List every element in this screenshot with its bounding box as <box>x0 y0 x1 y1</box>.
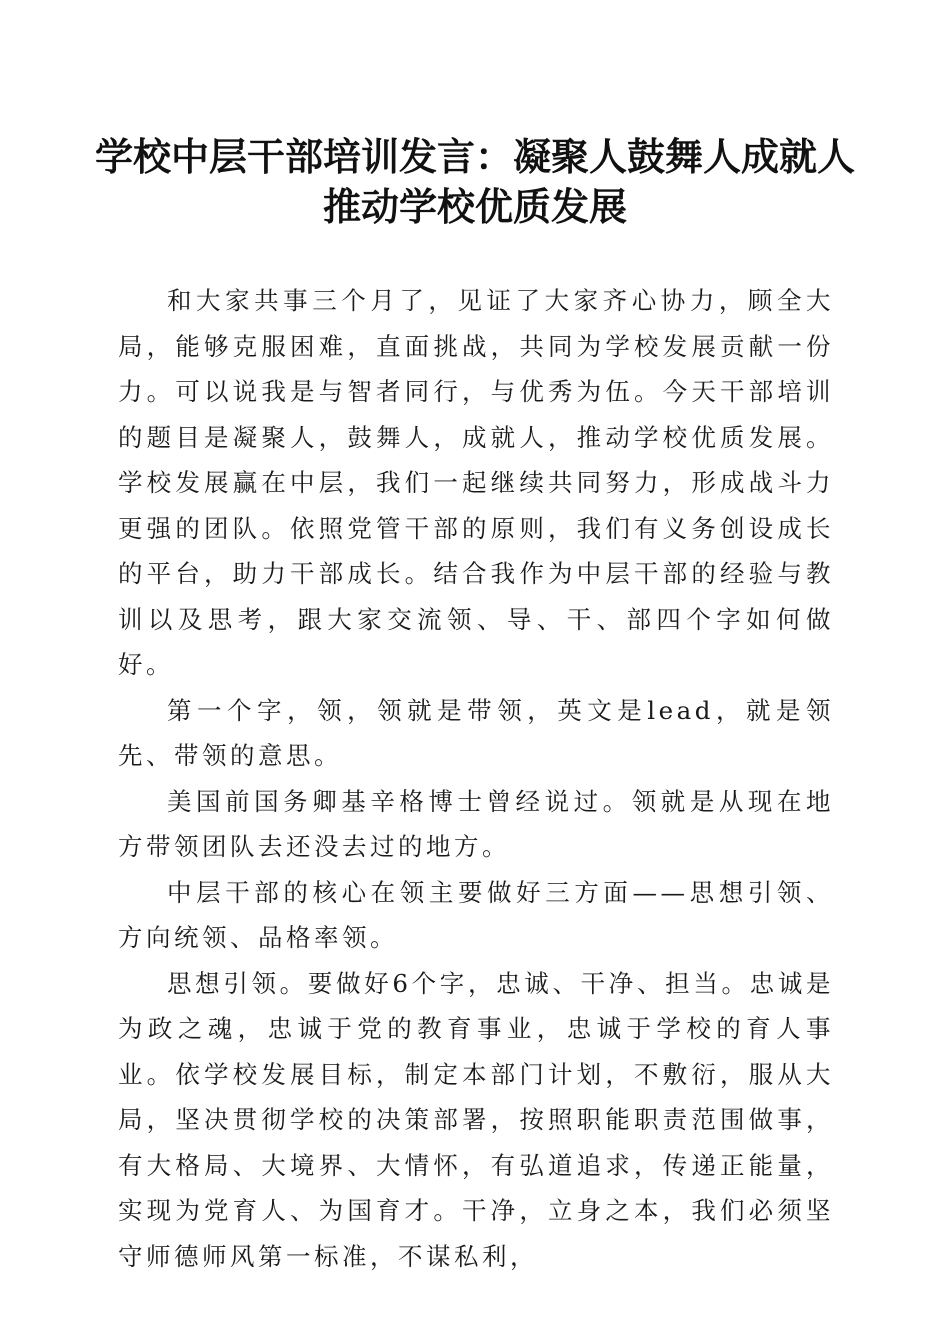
paragraph-intro: 和大家共事三个月了，见证了大家齐心协力，顾全大局，能够克服困难，直面挑战，共同为学校发展贡献一份力。可以说我是与智者同行，与优秀为伍。今天干部培训的题目是凝聚人，鼓舞人，成就人，推动学校优质发展。学校发展赢在中层，我们一起继续共同努力，形成战斗力更强的团队。依照党管干部的原则，我们有义务创设成长的平台，助力干部成长。结合我作为中层干部的经验与教训以及思考，跟大家交流领、导、干、部四个字如何做好。 <box>118 286 834 679</box>
paragraph-kissinger-quote: 美国前国务卿基辛格博士曾经说过。领就是从现在地方带领团队去还没去过的地方。 <box>118 786 834 861</box>
paragraph-three-aspects: 中层干部的核心在领主要做好三方面——思想引领、方向统领、品格率领。 <box>118 877 834 952</box>
title-line-1: 学校中层干部培训发言：凝聚人鼓舞人成就人 <box>94 134 855 179</box>
paragraph-first-character: 第一个字，领，领就是带领，英文是lead，就是领先、带领的意思。 <box>118 695 834 770</box>
document-title <box>0 132 950 232</box>
paragraph-ideological-leadership: 思想引领。要做好6个字，忠诚、干净、担当。忠诚是为政之魂，忠诚于党的教育事业，忠诚于学校的育人事业。依学校发展目标，制定本部门计划，不敷衍，服从大局，坚决贯彻学校的决策部署，按照职能职责范围做事，有大格局、大境界、大情怀，有弘道追求，传递正能量，实现为党育人、为国育才。干净，立身之本，我们必须坚守师德师风第一标准，不谋私利， <box>118 968 834 1271</box>
document-body <box>118 278 834 1279</box>
title-line-2: 推动学校优质发展 <box>322 184 627 229</box>
